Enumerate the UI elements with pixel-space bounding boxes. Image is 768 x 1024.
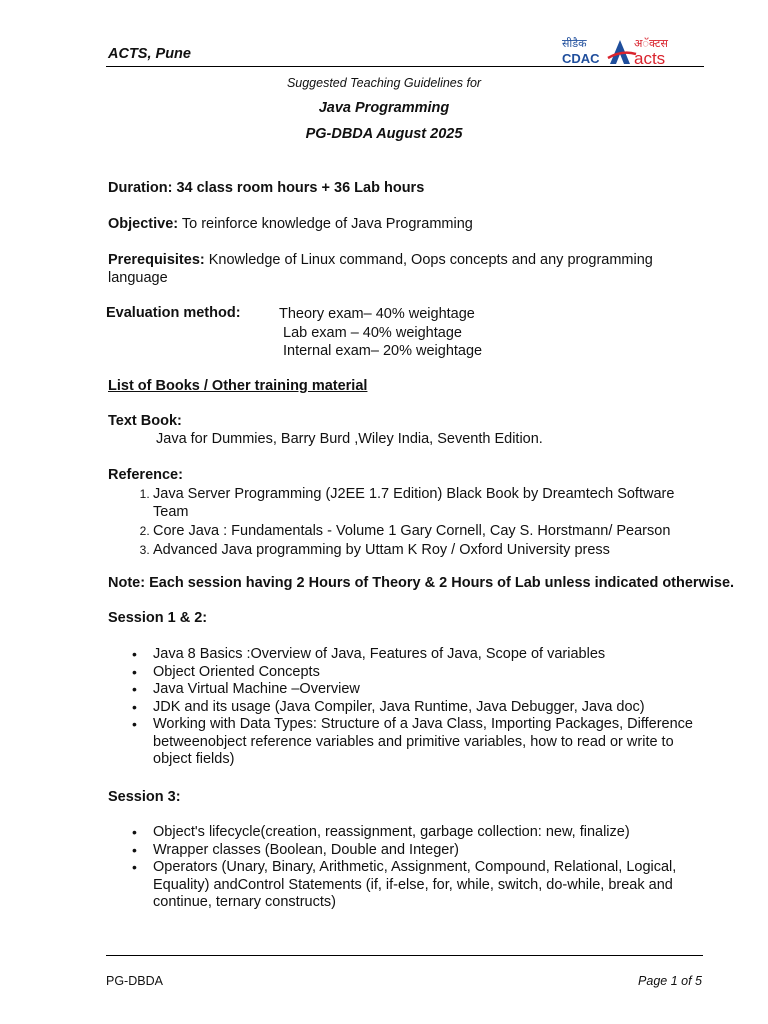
list-item: • Java Virtual Machine –Overview xyxy=(153,681,693,699)
list-item: • Object's lifecycle(creation, reassignment, garbage collection: new, finalize) xyxy=(153,824,693,842)
objective-label: Objective: xyxy=(108,216,179,232)
text-book-entry: Java for Dummies, Barry Burd ,Wiley India, Seventh Edition. xyxy=(156,431,543,447)
session-3-heading: Session 3: xyxy=(108,789,181,805)
text-book-label: Text Book: xyxy=(108,413,182,429)
footer-divider xyxy=(106,955,703,956)
evaluation-item: Lab exam – 40% weightage xyxy=(283,324,462,341)
subject-title: Java Programming xyxy=(318,100,450,116)
objective-text: To reinforce knowledge of Java Programming xyxy=(178,216,473,232)
footer-course: PG-DBDA xyxy=(106,974,163,988)
evaluation-label: Evaluation method: xyxy=(106,305,241,321)
prerequisites xyxy=(108,251,698,287)
books-heading: List of Books / Other training material xyxy=(108,378,368,394)
reference-item: 3. Advanced Java programming by Uttam K Roy / Oxford University press xyxy=(153,541,713,559)
session-1-2-list xyxy=(108,646,693,769)
evaluation-item: Internal exam– 20% weightage xyxy=(283,343,483,359)
header-divider xyxy=(106,66,704,67)
header-org: ACTS, Pune xyxy=(108,46,191,62)
reference-item: 2. Core Java : Fundamentals - Volume 1 Gary Cornell, Cay S. Horstmann/ Pearson xyxy=(153,522,713,540)
reference-label: Reference: xyxy=(108,467,183,483)
objective xyxy=(108,216,473,232)
course-title: PG-DBDA August 2025 xyxy=(305,126,463,142)
evaluation-item: Theory exam– 40% weightage xyxy=(279,306,475,322)
list-item: • Wrapper classes (Boolean, Double and Integer) xyxy=(153,842,693,860)
list-item: • JDK and its usage (Java Compiler, Java Runtime, Java Debugger, Java doc) xyxy=(153,699,693,717)
prerequisites-label: Prerequisites: xyxy=(108,252,205,268)
list-item: • Object Oriented Concepts xyxy=(153,664,693,682)
reference-item: 1. Java Server Programming (J2EE 1.7 Edition) Black Book by Dreamtech Software Team xyxy=(153,485,713,521)
logo-cdac: CDAC xyxy=(562,51,600,66)
logo-acts: acts xyxy=(634,49,666,66)
reference-list xyxy=(108,485,713,560)
suggested-title: Suggested Teaching Guidelines for xyxy=(286,76,482,90)
list-item: • Java 8 Basics :Overview of Java, Features of Java, Scope of variables xyxy=(153,646,693,664)
session-note: Note: Each session having 2 Hours of Theory & 2 Hours of Lab unless indicated otherwise. xyxy=(108,575,735,591)
session-3-list xyxy=(108,824,693,912)
list-item: • Operators (Unary, Binary, Arithmetic, Assignment, Compound, Relational, Logical, Equality) andControl Statements (if, if-else, for, while, switch, do-while, break and continue, ternary constructs) xyxy=(153,859,693,912)
page-number: Page 1 of 5 xyxy=(638,974,702,988)
cdac-acts-logo xyxy=(560,34,690,66)
logo-hindi-acts: अॅक्टस xyxy=(634,37,668,50)
logo-hindi-cdac: सीडैक xyxy=(562,37,587,50)
list-item: • Working with Data Types: Structure of a Java Class, Importing Packages, Difference betweenobject reference variables and primitive variables, how to read or write to object fields) xyxy=(153,716,693,769)
evaluation-list xyxy=(279,305,482,361)
prerequisites-text: Knowledge of Linux command, Oops concepts and any programming language xyxy=(108,252,653,286)
session-1-2-heading: Session 1 & 2: xyxy=(108,610,208,626)
duration: Duration: 34 class room hours + 36 Lab hours xyxy=(108,180,425,196)
